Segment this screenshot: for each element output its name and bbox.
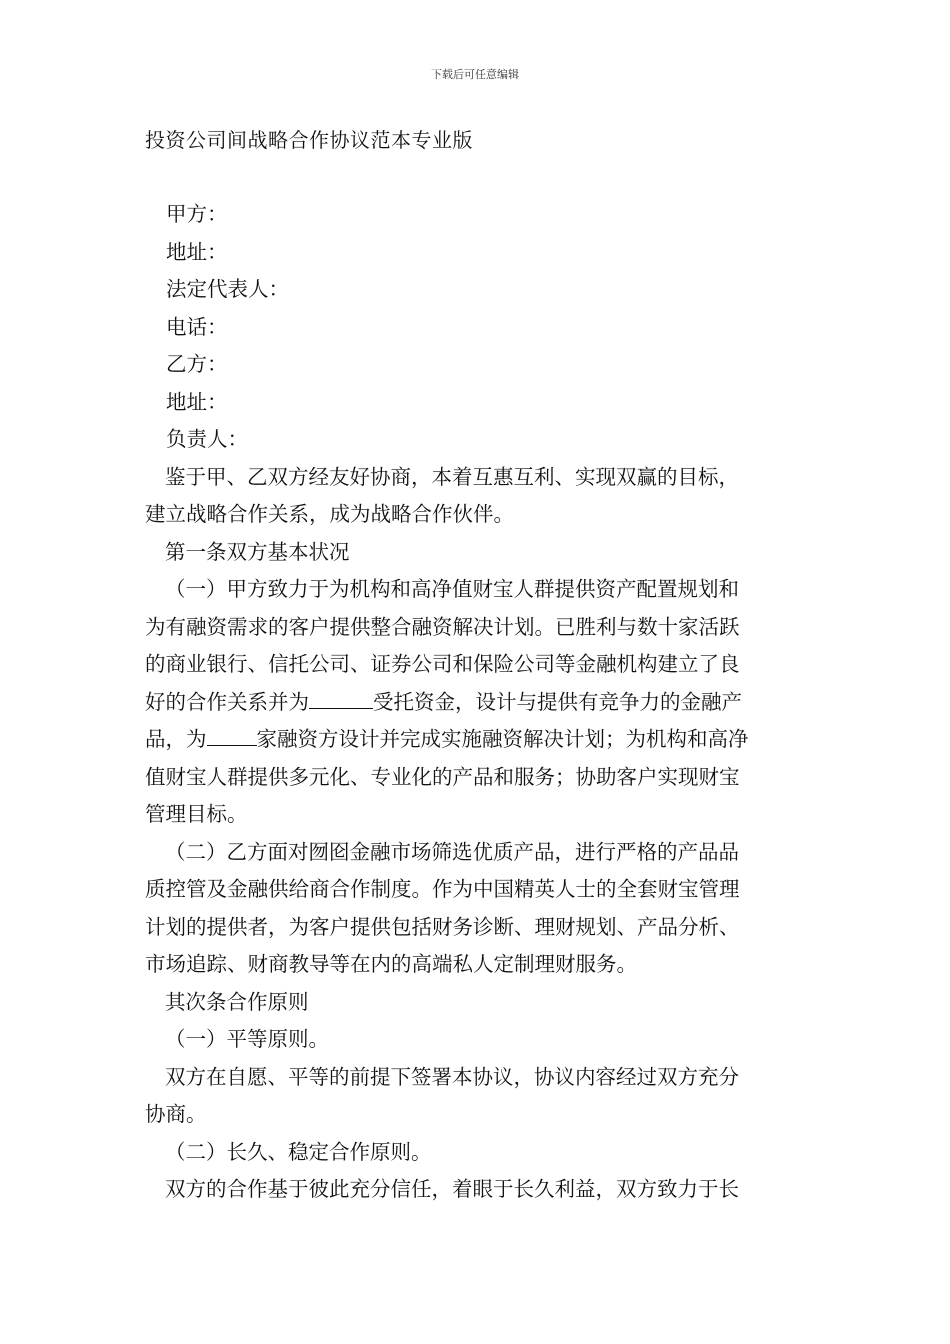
fill-in-blank — [309, 688, 373, 709]
paragraph-line: 的商业银行、信托公司、证券公司和保险公司等金融机构建立了良 — [145, 652, 740, 676]
field-legal-rep: 法定代表人： — [166, 277, 289, 301]
field-principal: 负责人： — [166, 427, 248, 451]
document-body — [145, 196, 807, 1209]
paragraph-line: 计划的提供者，为客户提供包括财务诊断、理财规划、产品分析、 — [145, 914, 740, 939]
paragraph-line: 协商。 — [145, 1102, 207, 1126]
fill-in-blank — [207, 725, 257, 746]
paragraph-line-with-blank — [145, 721, 807, 759]
field-phone: 电话： — [166, 314, 228, 339]
principle-2-title: （二）长久、稳定合作原则。 — [165, 1139, 432, 1164]
intro-line: 建立战略合作关系，成为战略合作伙伴。 — [145, 502, 514, 526]
page-header: 下载后可任意编辑 — [431, 68, 519, 81]
paragraph-line: （二）乙方面对囫囵金融市场筛选优质产品，进行严格的产品品 — [165, 839, 739, 864]
paragraph-line-with-blank — [145, 684, 807, 722]
document-title: 投资公司间战略合作协议范本专业版 — [145, 128, 473, 152]
paragraph-line: 值财宝人群提供多元化、专业化的产品和服务；协助客户实现财宝 — [145, 764, 740, 789]
paragraph-line: 市场追踪、财商教导等在内的高端私人定制理财服务。 — [145, 952, 637, 976]
paragraph-line: 为有融资需求的客户提供整合融资解决计划。已胜利与数十家活跃 — [145, 614, 740, 639]
field-party-b: 乙方： — [166, 352, 228, 376]
paragraph-line: 双方的合作基于彼此充分信任，着眼于长久利益，双方致力于长 — [165, 1177, 739, 1201]
text-segment: 好的合作关系并为 — [145, 689, 309, 714]
field-address-a: 地址： — [166, 239, 228, 264]
paragraph-line: 管理目标。 — [145, 802, 248, 826]
text-segment: 品，为 — [145, 727, 207, 751]
paragraph-line: （一）甲方致力于为机构和高净值财宝人群提供资产配置规划和 — [165, 577, 739, 601]
paragraph-line: 双方在自愿、平等的前提下签署本协议，协议内容经过双方充分 — [165, 1064, 739, 1089]
paragraph-line: 质控管及金融供给商合作制度。作为中国精英人士的全套财宝管理 — [145, 877, 740, 901]
article-1-title: 第一条双方基本状况 — [165, 539, 350, 564]
principle-1-title: （一）平等原则。 — [165, 1027, 329, 1051]
text-segment: 受托资金，设计与提供有竞争力的金融产 — [373, 689, 742, 714]
field-party-a: 甲方： — [166, 202, 228, 226]
intro-line: 鉴于甲、乙双方经友好协商，本着互惠互利、实现双赢的目标， — [165, 464, 739, 489]
field-address-b: 地址： — [166, 389, 228, 414]
text-segment: 家融资方设计并完成实施融资解决计划；为机构和高净 — [256, 727, 749, 751]
article-2-title: 其次条合作原则 — [165, 989, 309, 1014]
